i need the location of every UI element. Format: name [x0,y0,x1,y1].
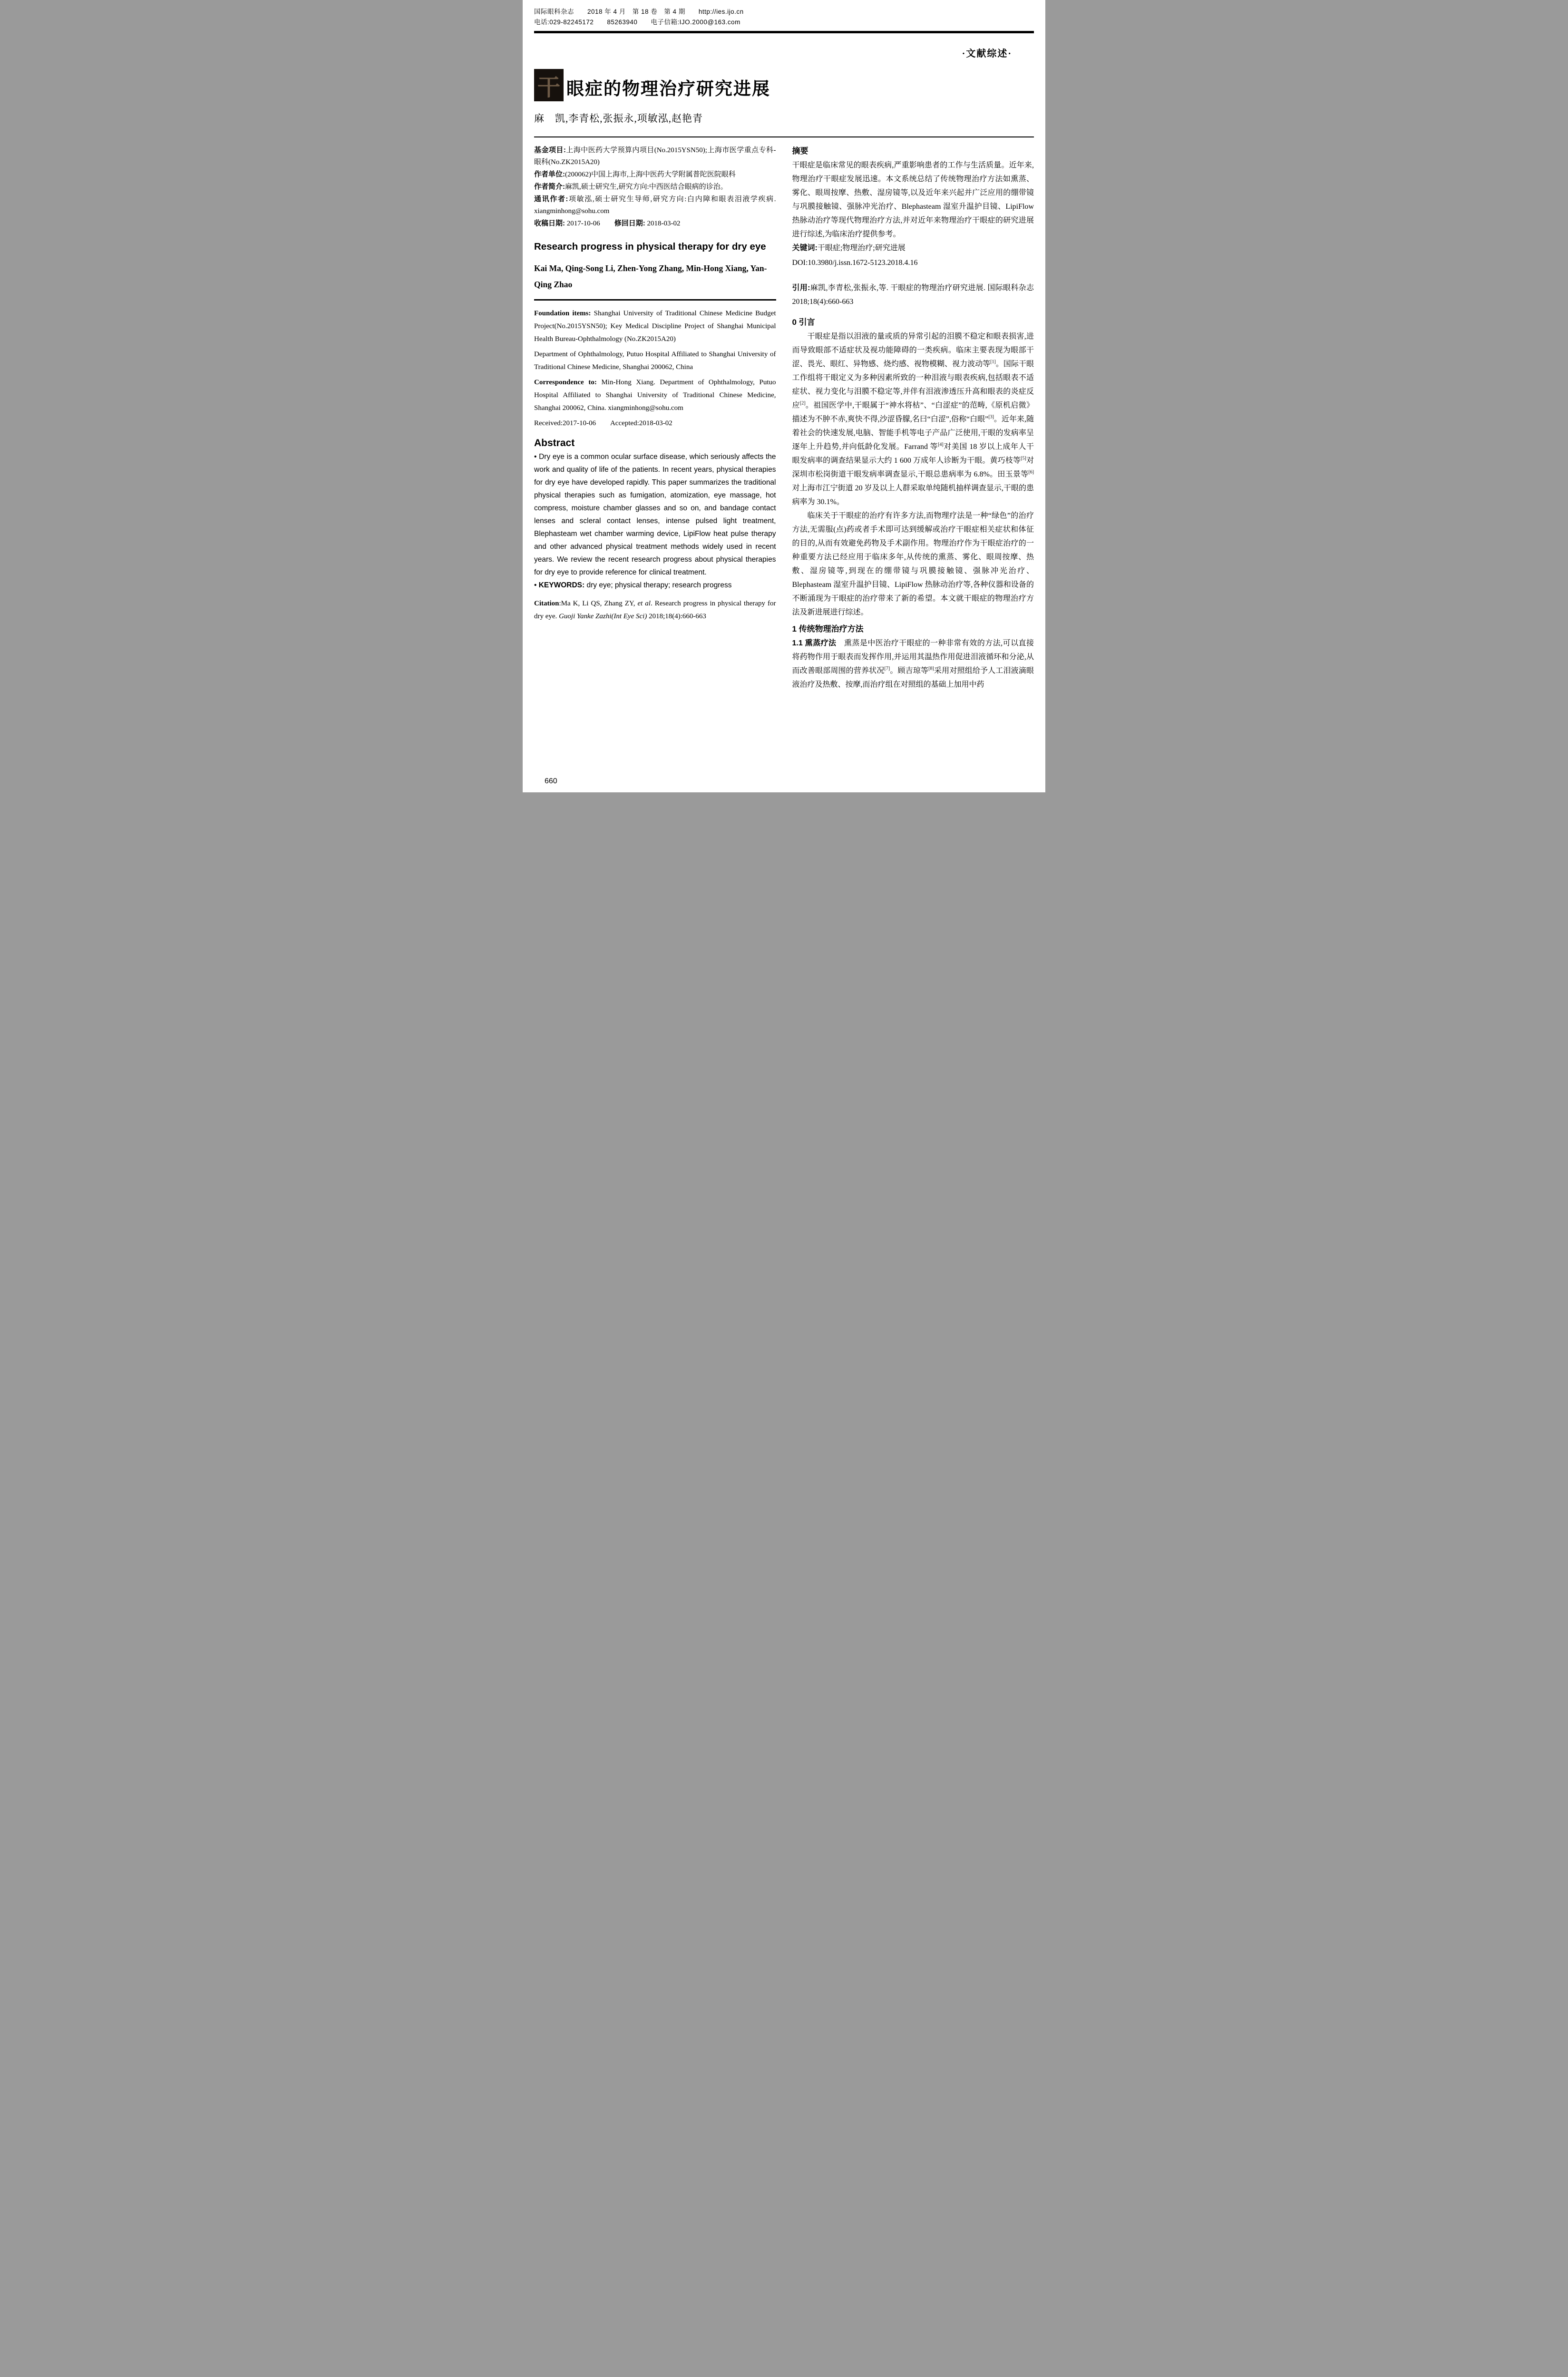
journal-issue-line: 国际眼科杂志 2018 年 4 月 第 18 卷 第 4 期 http://ies.ijo.cn [534,8,744,15]
right-column [792,144,1034,692]
intro-paragraph-1: 干眼症是指以泪液的量或质的异常引起的泪膜不稳定和眼表损害,进而导致眼部不适症状及视功能障碍的一类疾病。临床主要表现为眼部干涩、畏光、眼红、异物感、烧灼感、视物模糊、视力波动等[1]。国际干眼工作组将干眼定义为多种因素所致的一种泪液与眼表疾病,包括眼表不适症状、视力变化与泪膜不稳定等,并伴有泪液渗透压升高和眼表的炎症反应[2]。祖国医学中,干眼属于“神水将枯”、“白涩症”的范畴,《原机启微》描述为不肿不赤,爽快不得,沙涩昏朦,名曰“白涩”,俗称“白眼”[3]。近年来,随着社会的快速发展,电脑、智能手机等电子产品广泛使用,干眼的发病率呈逐年上升趋势,并向低龄化发展。Farrand 等[4]对美国 18 岁以上成年人干眼发病率的调查结果显示大约 1 600 万成年人诊断为干眼。黄巧枝等[5]对深圳市松岗街道干眼发病率调查显示,干眼总患病率为 6.8%。田玉景等[6]对上海市江宁街道 20 岁及以上人群采取单纯随机抽样调查显示,干眼的患病率为 30.1%。 [792,332,1034,506]
title-dropcap-box: 干 [534,69,564,101]
abstract-heading-cn: 摘要 [792,146,808,156]
article-category-label: ·文献综述· [962,49,1012,59]
journal-contact-line: 电话:029-82245172 85263940 电子信箱:IJO.2000@163.com [534,19,740,26]
author-bio-cn: 作者简介:麻凯,硕士研究生,研究方向:中西医结合眼病的诊治。 [534,183,728,191]
section-1-heading: 1 传统物理治疗方法 [792,624,864,633]
page-number: 660 [545,777,557,785]
received-revised-dates-cn: 收稿日期: 2017-10-06 修回日期: 2018-03-02 [534,219,681,227]
corresponding-author-cn: 通讯作者:项敏泓,硕士研究生导师,研究方向:白内障和眼表泪液学疾病. xiangminhong@sohu.com [534,195,776,215]
article-title-cn [534,69,1034,101]
authors-en: Kai Ma, Qing-Song Li, Zhen-Yong Zhang, Min-Hong Xiang, Yan-Qing Zhao [534,263,767,289]
abstract-heading-en: Abstract [534,438,575,448]
received-accepted-en: Received:2017-10-06 Accepted:2018-03-02 [534,419,672,427]
section-1-1-paragraph: 1.1 熏蒸疗法 熏蒸是中医治疗干眼症的一种非常有效的方法,可以直接将药物作用于眼表而发挥作用,并运用其温热作用促进泪液循环和分泌,从而改善眼部周围的营养状况[7]。顾吉琼等[8]采用对照组给予人工泪液滴眼液治疗及热敷、按摩,而治疗组在对照组的基础上加用中药 [792,639,1034,689]
running-header [523,0,1045,28]
journal-page [523,0,1045,792]
article-body [534,144,1034,692]
title-divider-rule [534,136,1034,137]
abstract-body-en: • Dry eye is a common ocular surface disease, which seriously affects the work and quality of life of the patients. In recent years, physical therapies for dry eye have developed rapidly. This paper summarizes the traditional physical therapies such as fumigation, atomization, eye massage, hot compress, moisture chamber glasses and so on, and bandage contact lenses and scleral contact lenses, intense pulsed light treatment, Blephasteam wet chamber warming device, LipiFlow heat pulse therapy and other advanced physical treatment methods widely used in recent years. We review the recent research progress about physical therapies for dry eye to provide reference for clinical treatment. [534,453,776,576]
footnote-rule [534,299,776,301]
title-text-cn: 眼症的物理治疗研究进展 [566,79,770,98]
abstract-body-cn: 干眼症是临床常见的眼表疾病,严重影响患者的工作与生活质量。近年来,物理治疗干眼症发展迅速。本文系统总结了传统物理治疗方法如熏蒸、雾化、眼周按摩、热敷、湿房镜等,以及近年来兴起并广泛应用的绷带镜与巩膜接触镜、强脉冲光治疗、Blephasteam 湿室升温护目镜、LipiFlow 热脉动治疗等现代物理治疗方法,并对近年来物理治疗干眼症的研究进展进行综述,为临床治疗提供参考。 [792,161,1034,238]
intro-paragraph-2: 临床关于干眼症的治疗有许多方法,而物理疗法是一种“绿色”的治疗方法,无需服(点)药或者手术即可达到缓解或治疗干眼症相关症状和体征的目的,从而有效避免药物及手术副作用。物理治疗作为干眼症治疗的一种重要方法已经应用于临床多年,从传统的熏蒸、雾化、眼周按摩、热敷、湿房镜等,到现在的绷带镜与巩膜接触镜、强脉冲光治疗、Blephasteam 湿室升温护目镜、LipiFlow 热脉动治疗等,各种仪器和设备的不断涌现为干眼症的治疗带来了新的希望。本文就干眼症的物理治疗方法及新进展进行综述。 [792,512,1034,616]
doi-line: DOI:10.3980/j.issn.1672-5123.2018.4.16 [792,259,918,267]
citation-cn: 引用:麻凯,李青松,张振永,等. 干眼症的物理治疗研究进展. 国际眼科杂志 2018;18(4):660-663 [792,284,1034,306]
correspondence-en: Correspondence to: Min-Hong Xiang. Department of Ophthalmology, Putuo Hospital Affiliated to Shanghai University of Traditional Chinese Medicine, Shanghai 200062, China. xiangminhong@sohu.com [534,379,776,412]
author-affiliation-cn: 作者单位:(200062)中国上海市,上海中医药大学附属普陀医院眼科 [534,170,736,178]
department-en: Department of Ophthalmology, Putuo Hospital Affiliated to Shanghai University of Traditional Chinese Medicine, Shanghai 200062, China [534,351,776,371]
citation-en: Citation:Ma K, Li QS, Zhang ZY, et al. Research progress in physical therapy for dry eye. Guoji Yanke Zazhi(Int Eye Sci) 2018;18(4):660-663 [534,600,776,620]
left-column [534,144,776,623]
keywords-en: • KEYWORDS: dry eye; physical therapy; research progress [534,581,732,589]
header-rule [534,31,1034,33]
section-0-heading: 0 引言 [792,318,815,327]
title-en: Research progress in physical therapy for dry eye [534,241,766,252]
foundation-items-en: Foundation items: Shanghai University of Traditional Chinese Medicine Budget Project(No.2015YSN50); Key Medical Discipline Project of Shanghai Municipal Health Bureau-Ophthalmology (No.ZK2015A20) [534,310,776,343]
keywords-cn: 关键词:干眼症;物理治疗;研究进展 [792,244,906,252]
authors-cn: 麻 凯,李青松,张振永,项敏泓,赵艳青 [534,113,703,124]
fund-item-cn: 基金项目:上海中医药大学预算内项目(No.2015YSN50);上海市医学重点专科-眼科(No.ZK2015A20) [534,146,776,166]
